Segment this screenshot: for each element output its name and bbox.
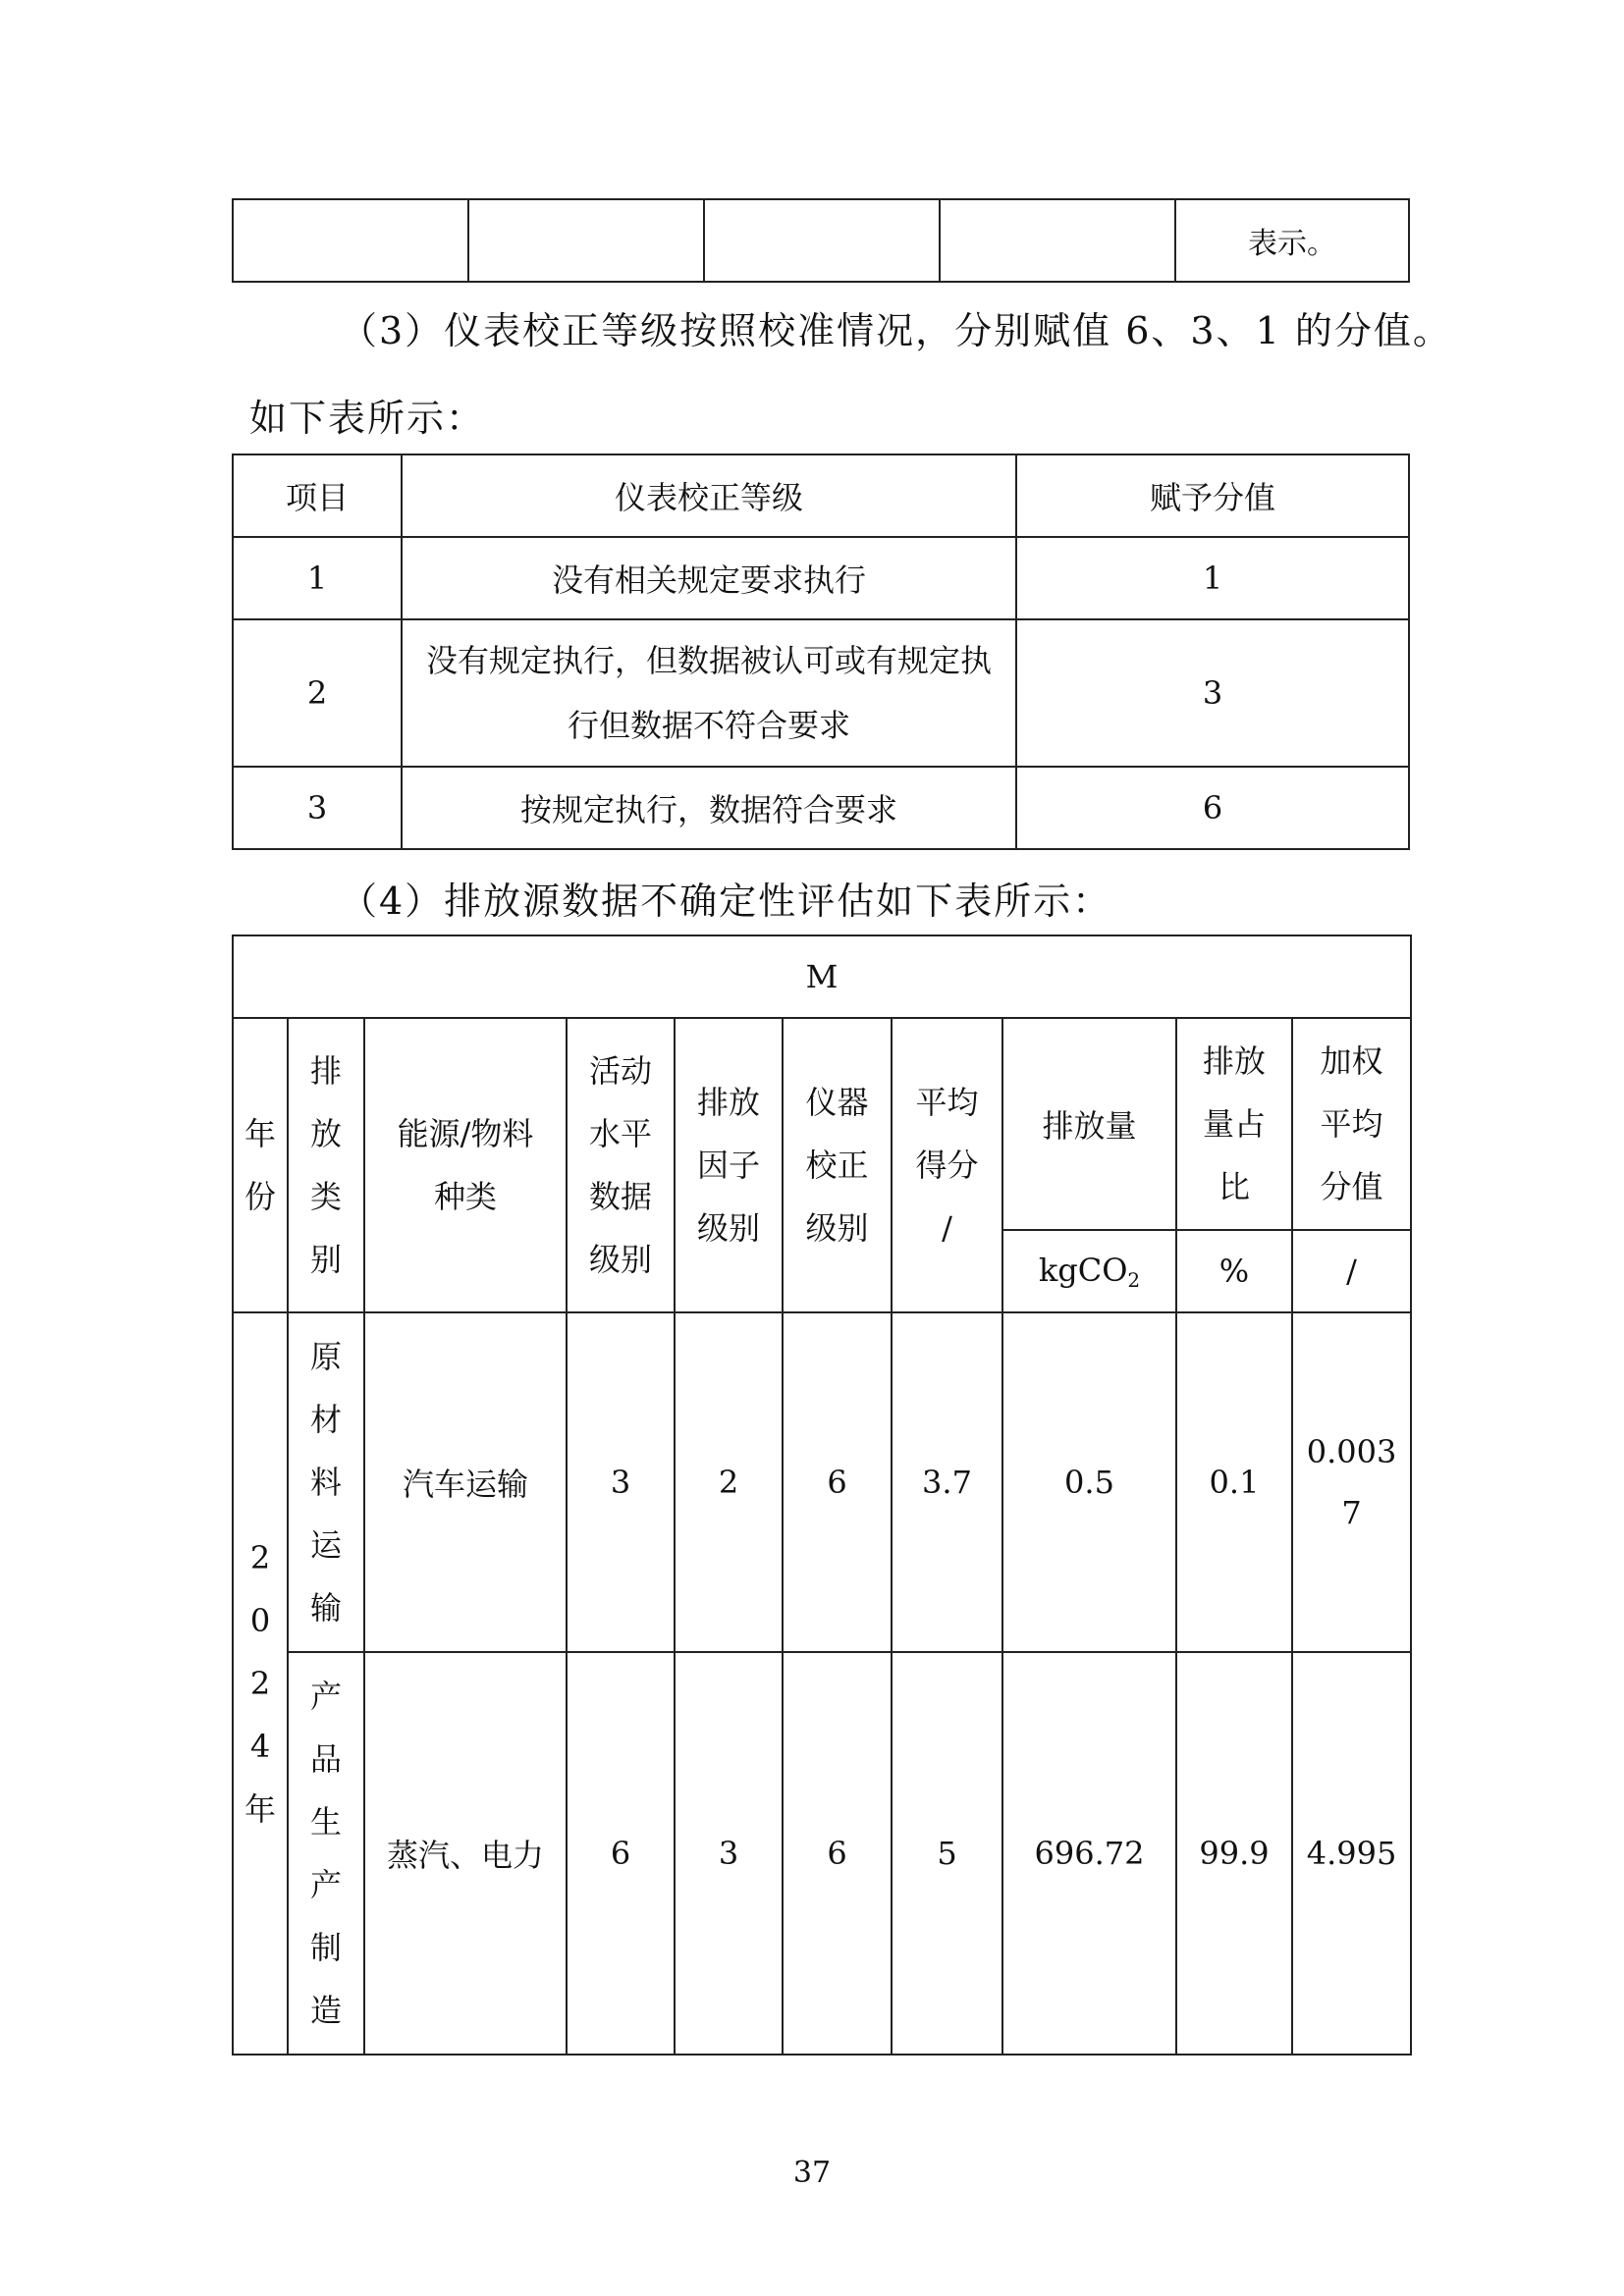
row-level-line: 没有规定执行，但数据被认可或有规定执 bbox=[425, 642, 992, 679]
row-score: 6 bbox=[1016, 767, 1409, 849]
header-level: 仪表校正等级 bbox=[402, 454, 1016, 537]
factor-cell: 3 bbox=[675, 1652, 783, 2055]
unit-emission: kgCO$_2$ bbox=[1002, 1230, 1176, 1312]
header-weighted-average: 加权 平均 分值 bbox=[1292, 1018, 1411, 1230]
paragraph-3: （3）仪表校正等级按照校准情况，分别赋值 6、3、1 的分值。 bbox=[340, 309, 1452, 352]
table-row bbox=[233, 1652, 1411, 2055]
paragraph-3-continuation: 如下表所示： bbox=[249, 397, 486, 440]
category-cell: 产 品 生 产 制 造 bbox=[288, 1652, 364, 2055]
row-item: 3 bbox=[233, 767, 402, 849]
row-score: 3 bbox=[1016, 619, 1409, 767]
header-instrument-calibration: 仪器 校正 级别 bbox=[783, 1018, 892, 1312]
unit-share: % bbox=[1176, 1230, 1292, 1312]
average-cell: 5 bbox=[892, 1652, 1002, 2055]
activity-cell: 3 bbox=[567, 1312, 675, 1652]
header-emission-factor: 排放 因子 级别 bbox=[675, 1018, 783, 1312]
calibration-table bbox=[232, 454, 1410, 850]
energy-cell: 汽车运输 bbox=[364, 1312, 567, 1652]
row-level: 没有相关规定要求执行 bbox=[402, 537, 1016, 619]
uncertainty-table bbox=[232, 934, 1412, 2056]
table-row bbox=[233, 1312, 1411, 1652]
table-title: M bbox=[233, 935, 1411, 1018]
emission-cell: 696.72 bbox=[1002, 1652, 1176, 2055]
weighted-cell: 0.003 7 bbox=[1292, 1312, 1411, 1652]
header-score: 赋予分值 bbox=[1016, 454, 1409, 537]
row-item: 1 bbox=[233, 537, 402, 619]
row-item: 2 bbox=[233, 619, 402, 767]
table-row bbox=[233, 537, 1409, 619]
table-cell bbox=[940, 199, 1175, 282]
table-row bbox=[233, 767, 1409, 849]
header-category: 排 放 类 别 bbox=[288, 1018, 364, 1312]
header-average-score: 平均 得分 / bbox=[892, 1018, 1002, 1312]
top-table-fragment bbox=[232, 198, 1410, 283]
table-cell bbox=[233, 199, 468, 282]
header-year: 年 份 bbox=[233, 1018, 288, 1312]
table-cell bbox=[704, 199, 940, 282]
table-cell-note: 表示。 bbox=[1175, 199, 1409, 282]
unit-weighted: / bbox=[1292, 1230, 1411, 1312]
header-emission: 排放量 bbox=[1002, 1018, 1176, 1230]
instrument-cell: 6 bbox=[783, 1312, 892, 1652]
row-level: 按规定执行，数据符合要求 bbox=[402, 767, 1016, 849]
header-activity-level: 活动 水平 数据 级别 bbox=[567, 1018, 675, 1312]
factor-cell: 2 bbox=[675, 1312, 783, 1652]
table-cell bbox=[468, 199, 704, 282]
paragraph-4: （4）排放源数据不确定性评估如下表所示： bbox=[340, 880, 1112, 923]
header-emission-share: 排放 量占 比 bbox=[1176, 1018, 1292, 1230]
header-energy-type: 能源/物料 种类 bbox=[364, 1018, 567, 1312]
instrument-cell: 6 bbox=[783, 1652, 892, 2055]
row-score: 1 bbox=[1016, 537, 1409, 619]
weighted-cell: 4.995 bbox=[1292, 1652, 1411, 2055]
category-cell: 原 材 料 运 输 bbox=[288, 1312, 364, 1652]
header-item: 项目 bbox=[233, 454, 402, 537]
row-level-line: 行但数据不符合要求 bbox=[567, 707, 850, 744]
page-number: 37 bbox=[792, 2156, 832, 2190]
year-cell: 2 0 2 4 年 bbox=[233, 1312, 288, 2055]
emission-cell: 0.5 bbox=[1002, 1312, 1176, 1652]
energy-cell: 蒸汽、电力 bbox=[364, 1652, 567, 2055]
share-cell: 99.9 bbox=[1176, 1652, 1292, 2055]
share-cell: 0.1 bbox=[1176, 1312, 1292, 1652]
table-row bbox=[233, 619, 1409, 767]
activity-cell: 6 bbox=[567, 1652, 675, 2055]
average-cell: 3.7 bbox=[892, 1312, 1002, 1652]
row-level bbox=[402, 619, 1016, 767]
